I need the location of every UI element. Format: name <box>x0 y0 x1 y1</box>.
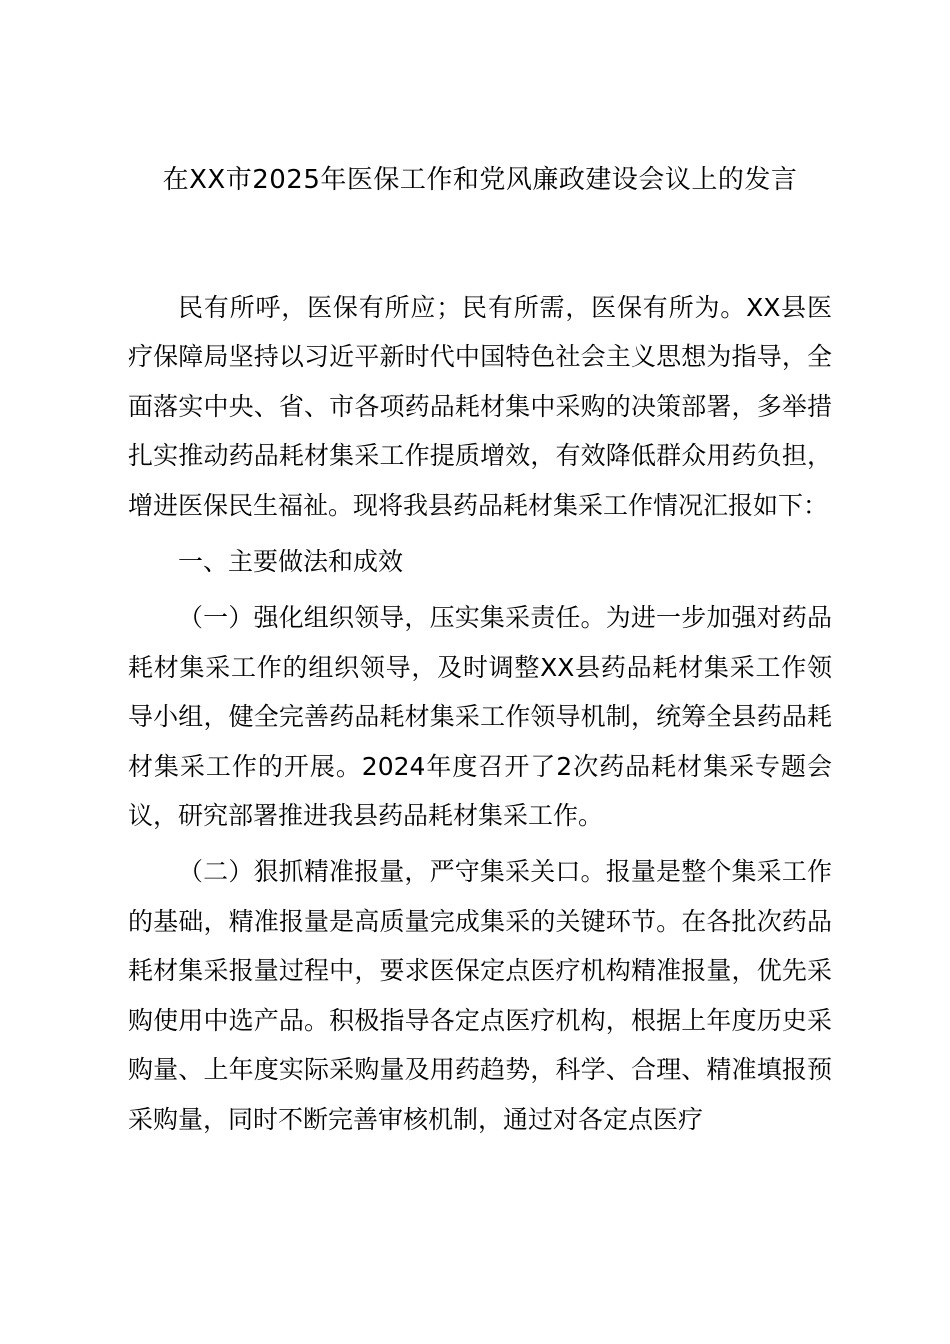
document-body <box>128 283 832 1144</box>
document-title: 在XX市2025年医保工作和党风廉政建设会议上的发言 <box>162 165 798 195</box>
item-1-paragraph: （一）强化组织领导，压实集采责任。为进一步加强对药品耗材集采工作的组织领导，及时调整XX县药品耗材集采工作领导小组，健全完善药品耗材集采工作领导机制，统筹全县药品耗材集采工作的开展。2024年度召开了2次药品耗材集采专题会议，研究部署推进我县药品耗材集采工作。 <box>128 603 832 831</box>
item-2-paragraph: （二）狠抓精准报量，严守集采关口。报量是整个集采工作的基础，精准报量是高质量完成集采的关键环节。在各批次药品耗材集采报量过程中，要求医保定点医疗机构精准报量，优先采购使用中选产品。积极指导各定点医疗机构，根据上年度历史采购量、上年度实际采购量及用药趋势，科学、合理、精准填报预采购量，同时不断完善审核机制，通过对各定点医疗 <box>128 857 832 1134</box>
section-heading: 一、主要做法和成效 <box>178 547 404 577</box>
intro-paragraph: 民有所呼，医保有所应；民有所需，医保有所为。XX县医疗保障局坚持以习近平新时代中国特色社会主义思想为指导，全面落实中央、省、市各项药品耗材集中采购的决策部署，多举措扎实推动药品耗材集采工作提质增效，有效降低群众用药负担，增进医保民生福祉。现将我县药品耗材集采工作情况汇报如下： <box>128 293 832 520</box>
